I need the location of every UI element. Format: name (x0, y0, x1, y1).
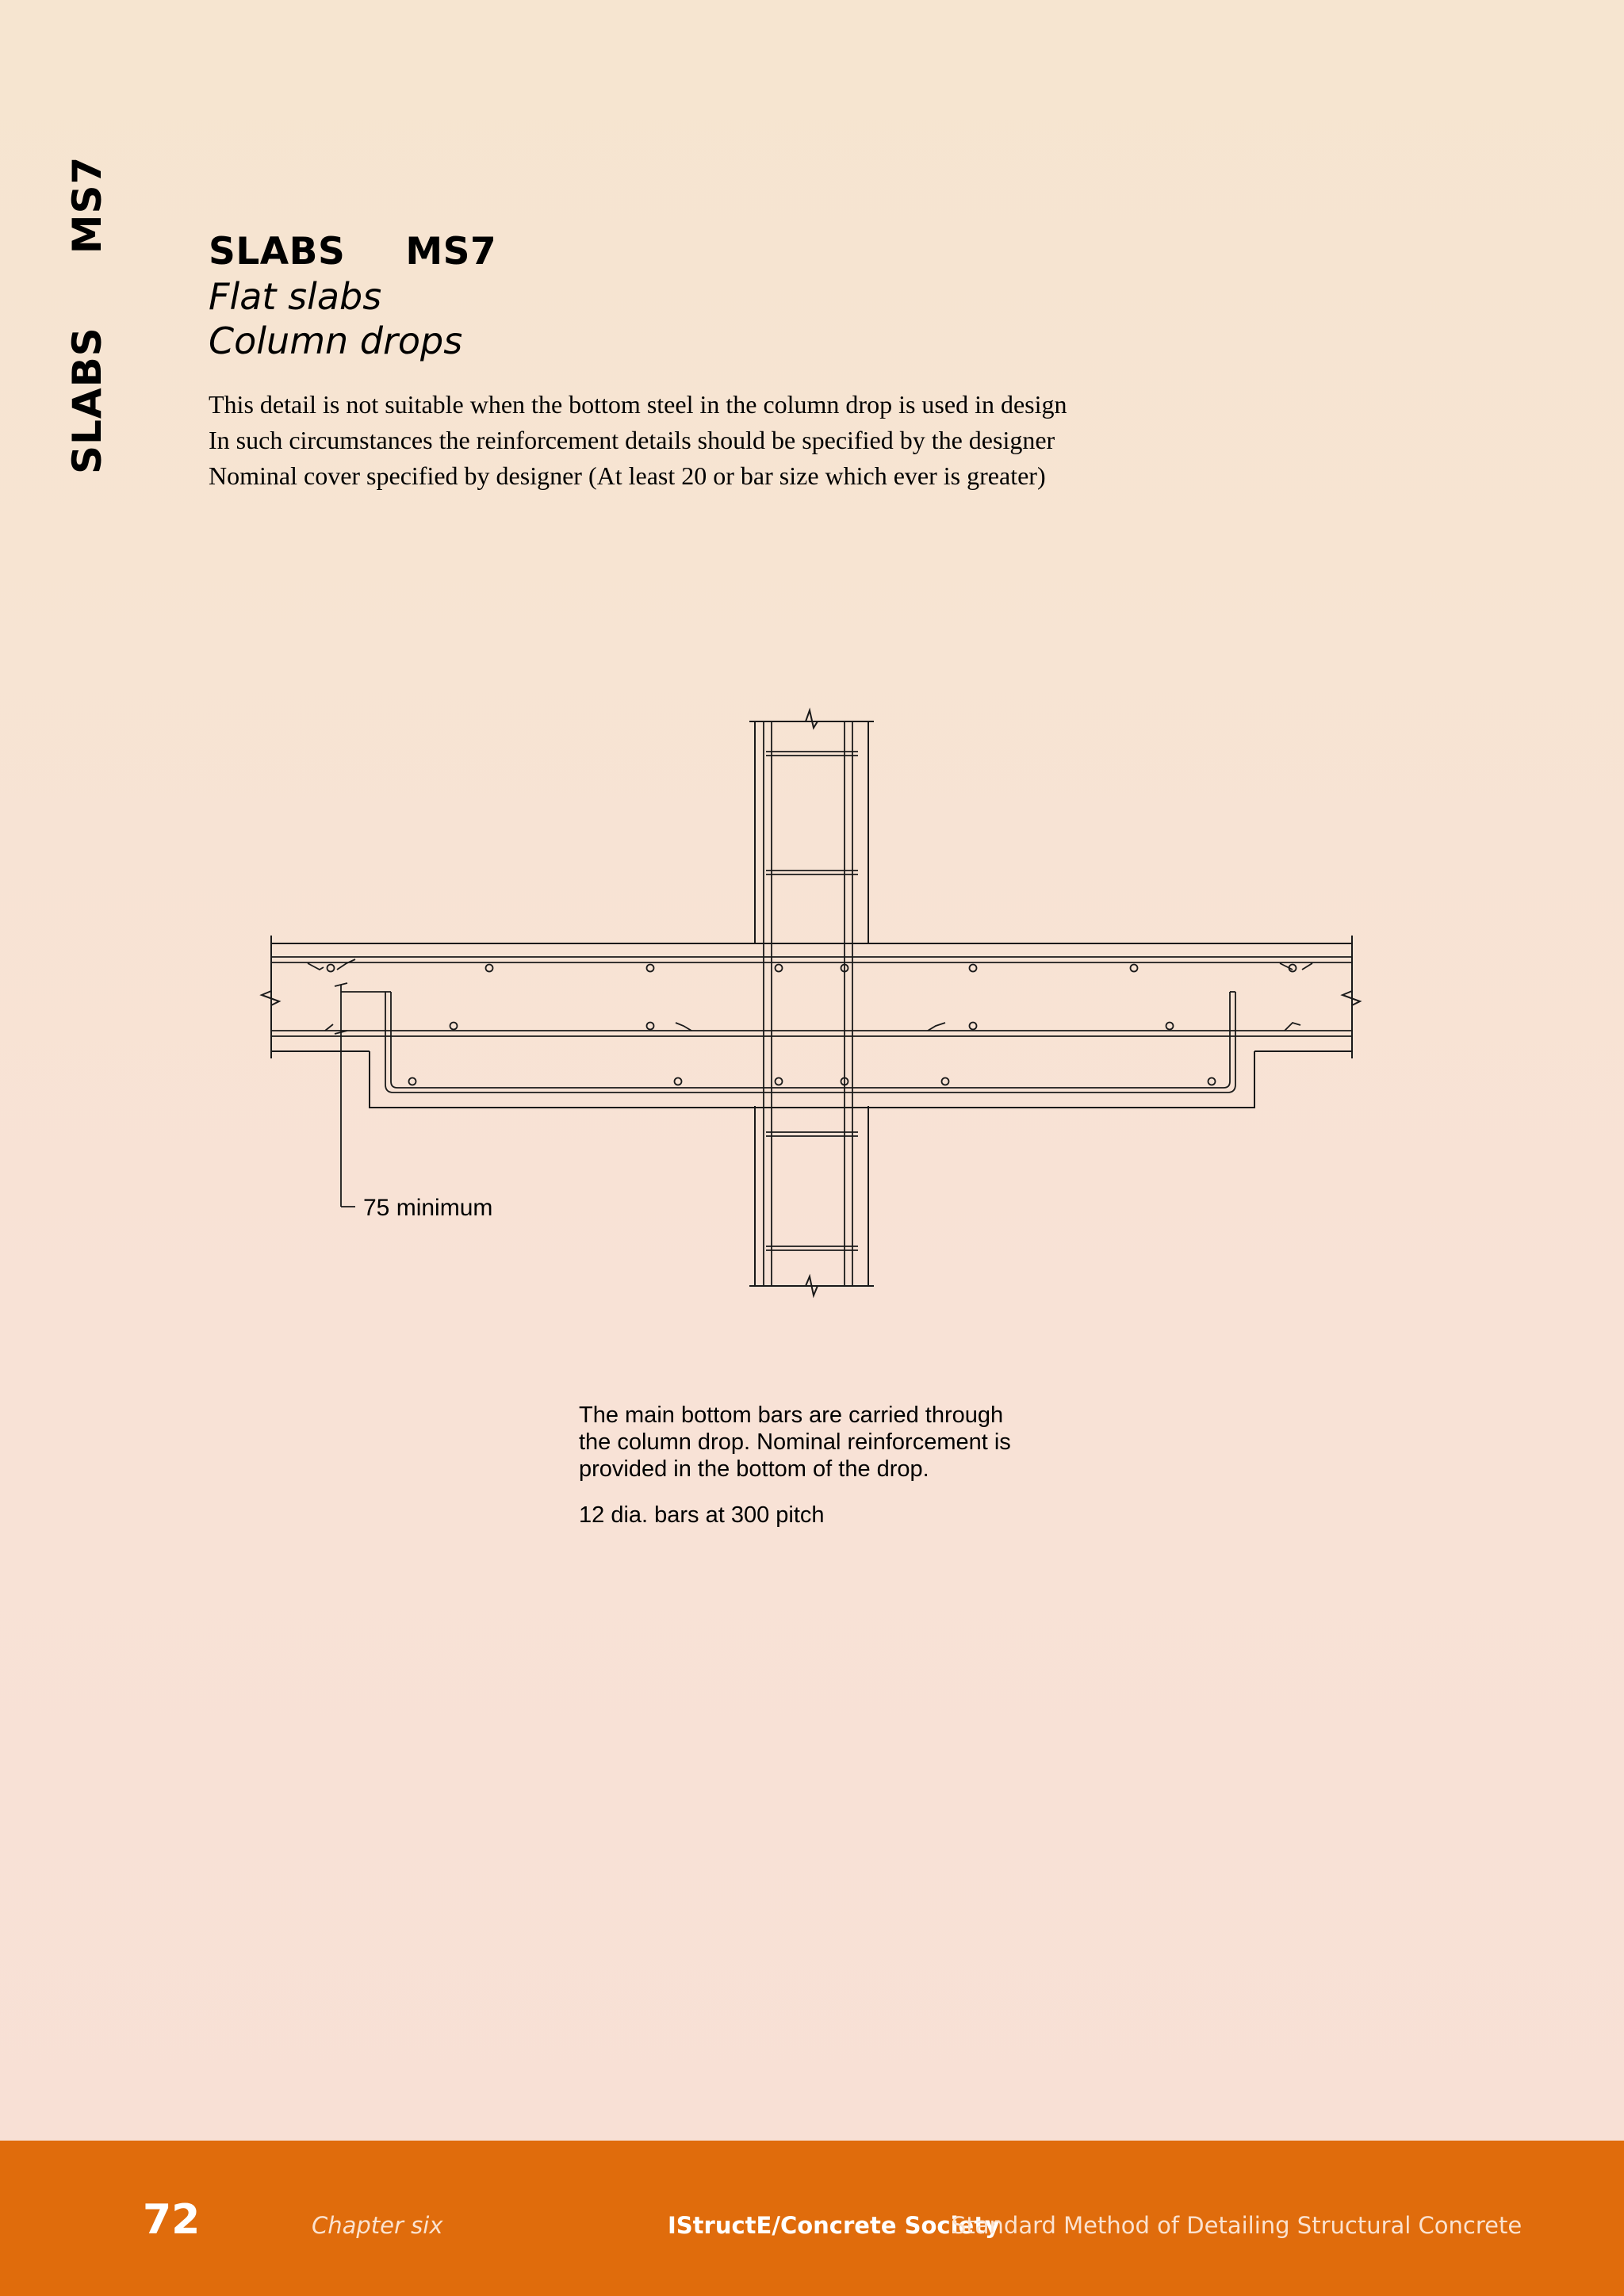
heading-section: SLABS (209, 230, 346, 274)
note-line: In such circumstances the reinforcement details should be specified by the designer (209, 426, 1055, 454)
column-break-top (797, 710, 829, 728)
heading-code: MS7 (405, 230, 497, 274)
bar-sections (327, 965, 1297, 1085)
slab-break-left (262, 983, 279, 1015)
design-notes (209, 387, 1067, 494)
column-outline (749, 721, 874, 1286)
heading-subtitle-2: Column drops (209, 320, 463, 362)
note-line: This detail is not suitable when the bottom steel in the column drop is used in design (209, 390, 1067, 419)
bar-lap-marks (308, 959, 1312, 1031)
caption-line: the column drop. Nominal reinforcement is (579, 1429, 1011, 1455)
side-tab (56, 155, 119, 474)
slab-top-bars (271, 957, 1352, 962)
slab-bottom-bars (271, 1031, 1352, 1036)
dimension-leader (335, 983, 355, 1207)
note-line: Nominal cover specified by designer (At least 20 or bar size which ever is greater) (209, 461, 1046, 490)
drop-nominal-reinforcement-inner (391, 992, 1230, 1088)
page-footer (0, 2141, 1624, 2296)
page-heading (209, 230, 496, 363)
column-vertical-bars (764, 721, 852, 1286)
detail-svg (0, 682, 1624, 1316)
side-tab-section: SLABS (64, 327, 110, 474)
drop-panel-outline (370, 1051, 1254, 1108)
dimension-label: 75 minimum (363, 1195, 493, 1221)
drop-nominal-reinforcement (385, 992, 1235, 1093)
page-number: 72 (143, 2196, 201, 2244)
slab-break-right (1342, 983, 1360, 1015)
caption-bar-spec: 12 dia. bars at 300 pitch (579, 1502, 825, 1528)
side-tab-code: MS7 (64, 155, 110, 254)
series-title: Standard Method of Detailing Structural Concrete (952, 2212, 1522, 2239)
heading-code-line (209, 230, 496, 274)
caption-line: The main bottom bars are carried through (579, 1402, 1004, 1428)
heading-subtitle-1: Flat slabs (209, 275, 382, 318)
column-drop-detail-drawing (0, 682, 1624, 1316)
slab-outline (271, 936, 1352, 1058)
publisher-label: IStructE/Concrete Society (668, 2212, 1000, 2239)
chapter-label: Chapter six (312, 2212, 443, 2239)
drawing-caption (579, 1402, 1011, 1529)
caption-line: provided in the bottom of the drop. (579, 1456, 929, 1482)
